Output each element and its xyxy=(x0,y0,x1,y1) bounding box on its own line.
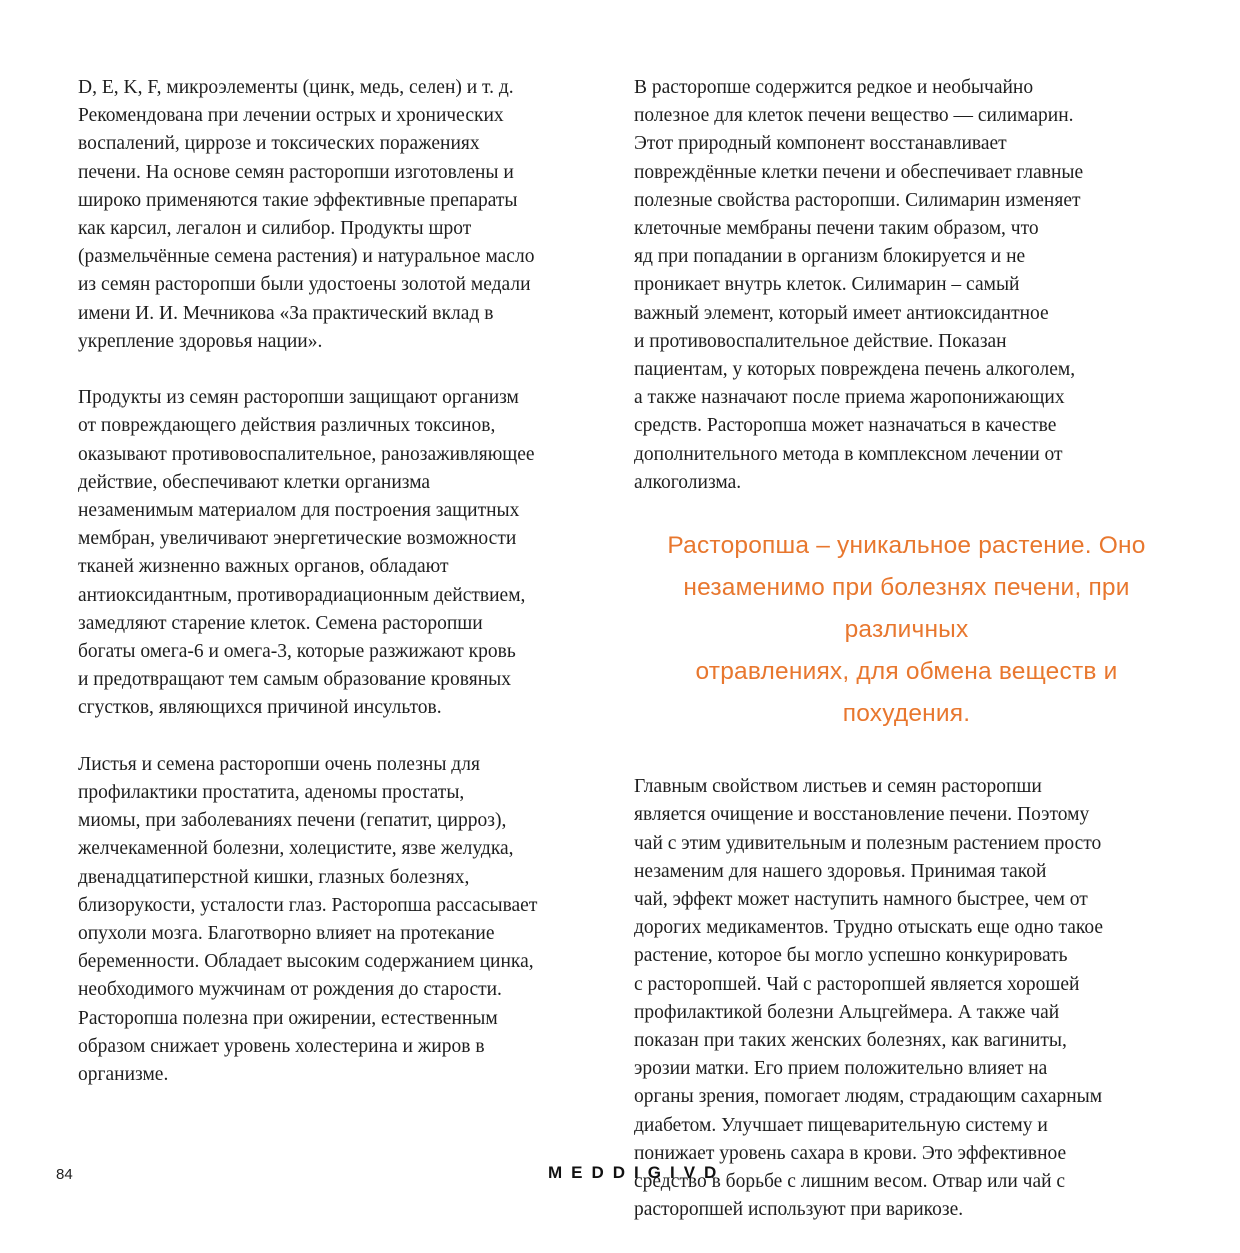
pull-quote: Расторопша – уникальное растение. Оно незаменимо при болезнях печени, при различных отравлениях, для обмена веществ и похудения. xyxy=(667,532,1146,728)
paragraph: Главным свойством листьев и семян расторопши является очищение и восстановление печени. Поэтому чай с этим удивительным и полезным растением просто незаменим для нашего здоровья. Принимая такой чай, эффект может наступить намного быстрее, чем от дорогих медикаментов. Трудно отыскать еще одно такое растение, которое бы могло успешно конкурировать с расторопшей. Чай с расторопшей является хорошей профилактикой болезни Альцгеймера. А также чай показан при таких женских болезнях, как вагиниты, эрозии матки. Его прием положительно влияет на органы зрения, помогает людям, страдающим сахарным диабетом. Улучшает пищеварительную систему и понижает уровень сахара в крови. Это эффективное средство в борьбе с лишним весом. Отвар или чай с расторопшей используют при варикозе. xyxy=(634,776,1104,1221)
magazine-logo: MEDDIGIVD xyxy=(548,1163,726,1182)
page-number: 84 xyxy=(56,1166,73,1183)
paragraph: Продукты из семян расторопши защищают организм от повреждающего действия различных токсинов, оказывают противовоспалительное, ранозаживляющее действие, обеспечивают клетки организма незаменимым материалом для построения защитных мембран, увеличивают энергетические возможности тканей жизненно важных органов, обладают антиоксидантным, противорадиационным действием, замедляют старение клеток. Семена расторопши богаты омега-6 и омега-3, которые разжижают кровь и предотвращают тем самым образование кровяных сгустков, являющихся причиной инсультов. xyxy=(78,387,535,719)
paragraph: D, E, K, F, микроэлементы (цинк, медь, селен) и т. д. Рекомендована при лечении острых и хронических воспалений, циррозе и токсических поражениях печени. На основе семян расторопши изготовлены и широко применяются такие эффективные препараты как карсил, легалон и силибор. Продукты шрот (размельчённые семена растения) и натуральное масло из семян расторопши были удостоены золотой медали имени И. И. Мечникова «За практический вклад в укрепление здоровья нации». xyxy=(78,77,535,352)
paragraph: Листья и семена расторопши очень полезны для профилактики простатита, аденомы простаты, миомы, при заболеваниях печени (гепатит, цирроз), желчекаменной болезни, холецистите, язве желудка, двенадцатиперстной кишки, глазных болезнях, близорукости, усталости глаз. Расторопша рассасывает опухоли мозга. Благотворно влияет на протекание беременности. Обладает высоким содержанием цинка, необходимого мужчинам от рождения до старости. Расторопша полезна при ожирении, естественным образом снижает уровень холестерина и жиров в организме. xyxy=(78,753,538,1086)
left-column xyxy=(78,74,608,1117)
paragraph: В расторопше содержится редкое и необычайно полезное для клеток печени вещество — силимарин. Этот природный компонент восстанавливает повреждённые клетки печени и обеспечивает главные полезные свойства расторопши. Силимарин изменяет клеточные мембраны печени таким образом, что яд при попадании в организм блокируется и не проникает внутрь клеток. Силимарин – самый важный элемент, который имеет антиоксидантное и противовоспалительное действие. Показан пациентам, у которых повреждена печень алкоголем, а также назначают после приема жаропонижающих средств. Расторопша может назначаться в качестве дополнительного метода в комплексном лечении от алкоголизма. xyxy=(634,77,1084,493)
right-column xyxy=(634,74,1179,1253)
